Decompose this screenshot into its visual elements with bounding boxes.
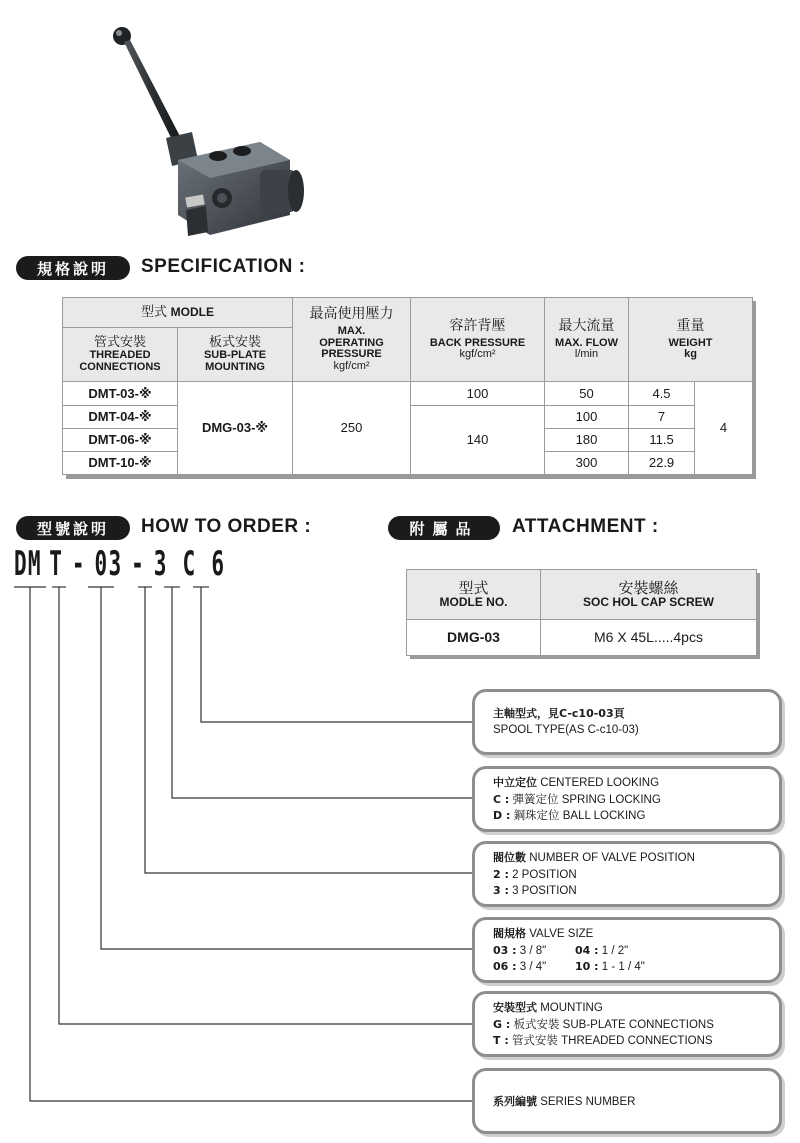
table-cell: DMG-03-※ [178, 382, 293, 475]
pressure-header-zh: 最高使用壓力 [309, 306, 394, 323]
mounting-t-key: T : [493, 1034, 509, 1047]
table-cell: DMT-04-※ [63, 405, 178, 428]
position-2-key: 2 : [493, 867, 509, 881]
weight-header-zh: 重量 [676, 317, 705, 334]
model-header-zh: 型式 [141, 305, 168, 321]
att-screw-header [541, 570, 757, 620]
center-c-zh: 彈簧定位 [512, 793, 559, 806]
callout-valve-size [472, 917, 782, 983]
code-size: 03 [94, 544, 123, 584]
mounting-g-zh: 板式安裝 [513, 1018, 560, 1031]
table-cell: 4.5 [629, 382, 695, 405]
code-spool: 6 [211, 544, 226, 584]
center-d-key: D : [493, 809, 511, 822]
table-cell: 300 [545, 451, 629, 474]
spool-title: 主軸型式，見C-c10-03頁 [493, 707, 625, 720]
subplate-header-zh: 板式安裝 [209, 335, 262, 351]
size-03-key: 03 : [493, 943, 517, 957]
specification-badge-text: 規格說明 [36, 259, 109, 278]
model-header-en: MODLE [170, 305, 214, 320]
mounting-t-zh: 管式安裝 [511, 1035, 558, 1047]
flow-header-en: MAX. FLOW [555, 336, 618, 349]
flow-header-unit: l/min [574, 348, 599, 361]
center-d-zh: 鋼珠定位 [513, 810, 560, 822]
size-title-zh: 閥規格 [493, 927, 526, 940]
mounting-title-zh: 安裝型式 [493, 1001, 537, 1014]
size-04-key: 04 : [575, 943, 599, 957]
table-cell: 100 [545, 405, 629, 428]
specification-title: SPECIFICATION : [141, 256, 306, 277]
position-3-key: 3 : [493, 884, 509, 897]
position-title-zh: 閥位數 [493, 851, 526, 864]
size-04-value: 1 / 2" [601, 944, 629, 957]
callout-series-number [472, 1068, 782, 1134]
att-model-header-zh: 型式 [458, 578, 489, 597]
pressure-header-unit: kgf/cm² [333, 359, 370, 372]
size-10-value: 1 - 1 / 4" [601, 961, 645, 973]
attachment-table [406, 569, 757, 656]
table-cell: 22.9 [629, 451, 695, 474]
table-cell: DMT-10-※ [63, 451, 178, 474]
size-06-value: 3 / 4" [519, 961, 547, 973]
table-cell: 50 [545, 382, 629, 405]
back-header-zh: 容許背壓 [449, 317, 506, 334]
center-c-key: C : [493, 792, 510, 806]
code-dash-2: - [131, 544, 146, 584]
table-cell: 180 [545, 428, 629, 451]
callout-valve-position [472, 841, 782, 907]
position-title-en: NUMBER OF VALVE POSITION [529, 852, 695, 864]
mounting-g-key: G : [493, 1017, 511, 1031]
size-03-value: 3 / 8" [519, 944, 547, 957]
att-screw-header-zh: 安裝螺絲 [618, 578, 679, 597]
size-06-key: 06 : [493, 960, 517, 973]
callout-mounting [472, 991, 782, 1057]
attachment-badge-text: 附屬品 [409, 519, 479, 538]
size-10-key: 10 : [575, 960, 599, 973]
how-to-order-badge-text: 型號說明 [36, 519, 109, 538]
back-header-unit: kgf/cm² [459, 348, 496, 361]
table-cell: 140 [411, 405, 545, 474]
code-center: C [182, 544, 197, 584]
att-model-header-en: MODLE NO. [439, 595, 508, 610]
series-title-zh: 系列編號 [493, 1095, 537, 1108]
mounting-g-en: SUB-PLATE CONNECTIONS [562, 1018, 714, 1031]
weight-header-unit: kg [684, 348, 697, 361]
att-screw-header-en: SOC HOL CAP SCREW [583, 595, 714, 610]
table-cell: DMG-03 [407, 620, 541, 656]
position-2-value: 2 POSITION [512, 868, 577, 881]
table-cell: 100 [411, 382, 545, 405]
table-cell: DMT-03-※ [63, 382, 178, 405]
code-position: 3 [153, 544, 168, 584]
size-title-en: VALVE SIZE [529, 928, 594, 940]
center-title-zh: 中立定位 [493, 776, 537, 789]
mounting-title-en: MOUNTING [540, 1002, 603, 1014]
callout-centered-locking [472, 766, 782, 832]
subplate-header-en: SUB-PLATE MOUNTING [203, 349, 267, 373]
series-title-en: SERIES NUMBER [540, 1096, 636, 1108]
table-cell: M6 X 45L.....4pcs [541, 620, 757, 656]
center-c-en: SPRING LOCKING [561, 793, 661, 806]
code-dash-1: - [71, 544, 86, 584]
table-cell: 250 [293, 382, 411, 475]
table-cell: DMT-06-※ [63, 428, 178, 451]
table-cell: 11.5 [629, 428, 695, 451]
code-mounting: T [49, 544, 64, 584]
spool-subtitle: SPOOL TYPE(AS C-c10-03) [493, 723, 639, 736]
center-d-en: BALL LOCKING [562, 810, 646, 822]
att-model-header [407, 570, 541, 620]
threaded-header-en: THREADED CONNECTIONS [79, 349, 161, 373]
back-header-en: BACK PRESSURE [429, 336, 526, 349]
how-to-order-title: HOW TO ORDER : [141, 516, 312, 537]
table-cell: 4 [695, 382, 753, 475]
callout-spool-type [472, 689, 782, 755]
pressure-header-en: MAX. OPERATING PRESSURE [319, 324, 384, 361]
weight-header-en: WEIGHT [668, 336, 713, 349]
flow-header-zh: 最大流量 [558, 317, 615, 334]
threaded-header-zh: 管式安裝 [93, 335, 146, 351]
mounting-t-en: THREADED CONNECTIONS [561, 1035, 713, 1047]
table-cell: 7 [629, 405, 695, 428]
attachment-title: ATTACHMENT : [512, 516, 659, 537]
position-3-value: 3 POSITION [512, 885, 577, 897]
center-title-en: CENTERED LOOKING [540, 777, 660, 789]
code-dm: DM [14, 544, 42, 584]
